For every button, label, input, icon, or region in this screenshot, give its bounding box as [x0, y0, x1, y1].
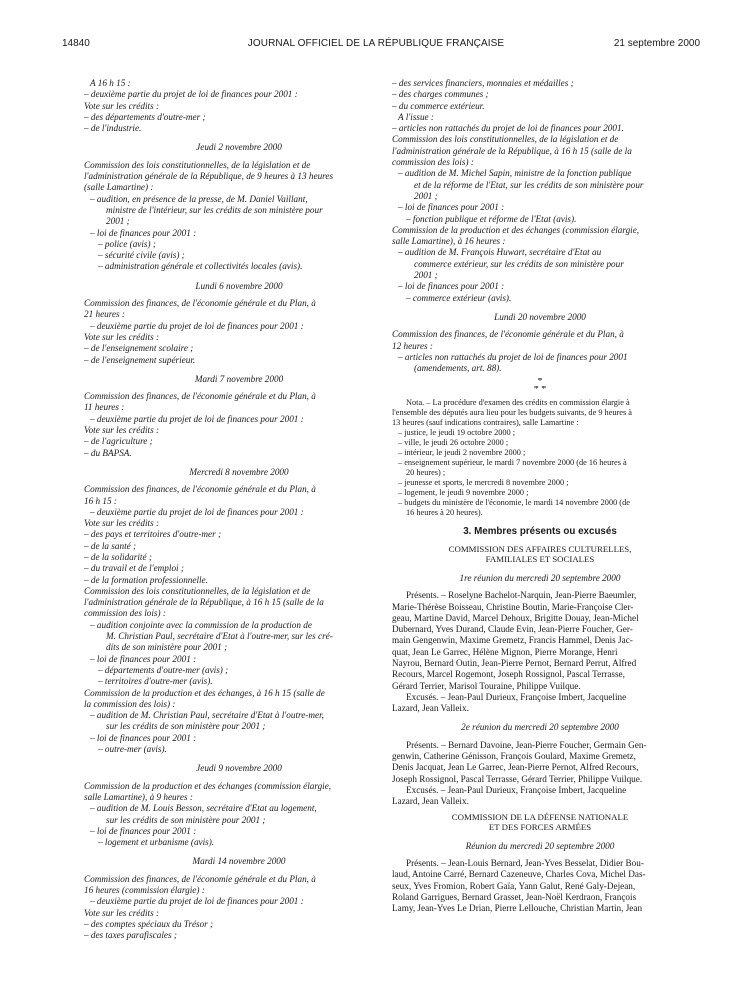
text-line: geau, Martine David, Marcel Dehoux, Brigitte Douay, Jean-Michel	[392, 612, 639, 623]
text-line: – des comptes spéciaux du Trésor ;	[84, 918, 214, 929]
text-line: A 16 h 15 :	[90, 78, 131, 88]
text-line: Réunion du mercredi 20 septembre 2000	[465, 840, 615, 851]
text-line: Lundi 6 novembre 2000	[195, 280, 283, 291]
text-line: COMMISSION DE LA DÉFENSE NATIONALE	[451, 811, 629, 822]
text-line: Commission des finances, de l'économie générale et du Plan, à	[84, 391, 316, 402]
text-line: M. Christian Paul, secrétaire d'Etat à l'outre-mer, sur les cré-	[106, 631, 333, 642]
text-line: – du travail et de l'emploi ;	[84, 563, 184, 574]
text-line: – loi de finances pour 2001 :	[90, 653, 197, 664]
text-line: – articles non rattachés du projet de loi de finances pour 2001	[398, 351, 628, 362]
text-line: – audition, en présence de la presse, de M. Daniel Vaillant,	[90, 193, 308, 204]
text-line: – de l'enseignement scolaire ;	[84, 343, 194, 354]
text-line: – départements d'outre-mer (avis) ;	[98, 664, 229, 675]
text-line: – deuxième partie du projet de loi de finances pour 2001 :	[90, 506, 304, 517]
text-line: – audition conjointe avec la commission de la production de	[90, 619, 312, 630]
text-line: ET DES FORCES ARMÉES	[488, 822, 592, 833]
text-line: Lamy, Jean-Yves Le Drian, Pierre Lellouche, Christian Martin, Jean	[392, 903, 643, 914]
text-line: quat, Jean Le Garrec, Hélène Mignon, Pierre Morange, Henri	[392, 646, 618, 657]
text-line: (amendements, art. 88).	[414, 363, 502, 374]
text-line: – audition de M. Michel Sapin, ministre de la fonction publique	[398, 168, 632, 179]
text-line: 11 heures :	[84, 402, 125, 413]
text-line: commerce extérieur, sur les crédits de son ministère pour	[414, 258, 624, 269]
text-line: * *	[533, 386, 547, 395]
text-line: – enseignement supérieur, le mardi 7 novembre 2000 (de 16 heures à	[398, 458, 627, 468]
text-line: Vote sur les crédits :	[84, 100, 160, 111]
journal-title: JOURNAL OFFICIEL DE LA RÉPUBLIQUE FRANÇAISE	[247, 38, 505, 49]
text-line: Commission des finances, de l'économie générale et du Plan, à	[392, 329, 624, 340]
text-line: – de la solidarité ;	[84, 551, 152, 562]
text-line: Commission de la production et des échanges (commission élargie,	[392, 224, 640, 235]
text-line: Vote sur les crédits :	[84, 331, 160, 342]
text-line: salle Lamartine), à 9 heures :	[84, 791, 193, 802]
text-line: – loi de finances pour 2001 :	[90, 227, 197, 238]
text-line: Nayrou, Bernard Outin, Jean-Pierre Pernot, Bernard Perrut, Alfred	[392, 657, 637, 668]
text-line: Excusés. – Jean-Paul Durieux, Françoise Imbert, Jacqueline	[406, 784, 627, 795]
text-line: 16 heures (commission élargie) :	[84, 885, 205, 895]
text-line: – de l'agriculture ;	[84, 436, 153, 447]
text-line: 2e réunion du mercredi 20 septembre 2000	[461, 722, 619, 733]
text-line: main Gengenwin, Maxime Gremetz, Francis Hammel, Denis Jac-	[392, 635, 633, 646]
text-line: – justice, le jeudi 19 octobre 2000 ;	[398, 428, 516, 438]
text-line: – audition de M. Louis Besson, secrétaire d'Etat au logement,	[90, 803, 317, 814]
text-line: l'administration générale de la République, de 9 heures à 13 heures	[84, 171, 334, 182]
text-line: – des taxes parafiscales ;	[84, 930, 177, 941]
text-line: Denis Jacquat, Jean Le Garrec, Jean-Pierre Pernot, Alfred Recours,	[392, 762, 639, 773]
text-line: Mardi 7 novembre 2000	[194, 373, 284, 384]
text-line: Commission des finances, de l'économie générale et du Plan, à	[84, 298, 316, 309]
text-line: Mardi 14 novembre 2000	[192, 856, 286, 867]
text-line: – deuxième partie du projet de loi de finances pour 2001 :	[90, 320, 304, 331]
issue-date: 21 septembre 2000	[613, 38, 700, 49]
text-line: Commission des lois constitutionnelles, de la législation et de	[84, 159, 311, 170]
text-line: commission des lois) :	[84, 608, 166, 619]
text-line: – intérieur, le jeudi 2 novembre 2000 ;	[398, 448, 526, 458]
text-line: Mercredi 8 novembre 2000	[189, 466, 289, 477]
text-line: Lazard, Jean Valleix.	[392, 703, 469, 714]
text-line: – outre-mer (avis).	[98, 744, 167, 755]
text-line: A l'issue :	[398, 111, 434, 122]
text-line: – jeunesse et sports, le mercredi 8 novembre 2000 ;	[398, 478, 569, 488]
text-line: l'administration générale de la République, à 16 h 15 (salle de la	[392, 145, 632, 156]
text-line: FAMILIALES ET SOCIALES	[485, 554, 595, 565]
text-line: 16 h 15 :	[84, 495, 117, 506]
text-line: 1re réunion du mercredi 20 septembre 2000	[459, 572, 621, 583]
text-line: ministre de l'intérieur, sur les crédits de son ministère pour	[106, 204, 323, 215]
text-line: Jeudi 9 novembre 2000	[196, 763, 282, 774]
text-line: *	[537, 378, 543, 387]
text-line: 21 heures :	[84, 309, 125, 320]
text-line: l'administration générale de la République, à 16 h 15 (salle de la	[84, 597, 324, 608]
text-line: COMMISSION DES AFFAIRES CULTURELLES,	[448, 543, 632, 554]
text-line: – loi de finances pour 2001 :	[398, 202, 505, 213]
text-line: commission des lois) :	[392, 157, 474, 168]
text-line: laud, Antoine Carré, Bernard Cazeneuve, Charles Cova, Michel Das-	[392, 869, 646, 880]
text-line: Dubernard, Yves Durand, Claude Evin, Jean-Pierre Foucher, Ger-	[392, 624, 633, 635]
text-line: – audition de M. François Huwart, secrétaire d'Etat au	[398, 247, 602, 258]
text-line: Marie-Thérèse Boisseau, Christine Boutin, Marie-Françoise Cler-	[392, 601, 634, 612]
right-column	[392, 78, 688, 915]
text-line: – administration générale et collectivités locales (avis).	[98, 261, 303, 272]
text-line: – logement, le jeudi 9 novembre 2000 ;	[398, 488, 529, 498]
text-line: – de l'industrie.	[84, 123, 142, 134]
text-line: – deuxième partie du projet de loi de finances pour 2001 :	[90, 896, 304, 907]
text-line: – du commerce extérieur.	[392, 100, 485, 111]
text-line: Commission des lois constitutionnelles, de la législation et de	[392, 134, 619, 145]
text-line: – deuxième partie du projet de loi de finances pour 2001 :	[90, 413, 304, 424]
text-line: – loi de finances pour 2001 :	[90, 732, 197, 743]
text-line: 2001 ;	[414, 190, 438, 201]
text-line: Commission des finances, de l'économie générale et du Plan, à	[84, 484, 316, 495]
text-line: 13 heures (sauf indications contraires), salle Lamartine :	[392, 418, 579, 428]
text-line: – deuxième partie du projet de loi de finances pour 2001 :	[84, 89, 298, 100]
text-line: sur les crédits de son ministère pour 2001 ;	[106, 721, 266, 732]
text-line: Joseph Rossignol, Pascal Terrasse, Gérard Terrier, Philippe Vuilque.	[392, 773, 643, 784]
text-line: – des départements d'outre-mer ;	[84, 111, 206, 122]
text-line: – des pays et territoires d'outre-mer ;	[84, 529, 222, 540]
text-line: – police (avis) ;	[98, 238, 156, 249]
text-line: Commission des lois constitutionnelles, de la législation et de	[84, 585, 311, 596]
text-line: – budgets du ministère de l'économie, le mardi 14 novembre 2000 (de	[398, 498, 630, 508]
text-line: la commission des lois) :	[84, 698, 176, 709]
text-line: (salle Lamartine) :	[84, 182, 154, 193]
text-line: 12 heures :	[392, 340, 433, 351]
text-line: Recours, Marcel Rogemont, Joseph Rossignol, Pascal Terrasse,	[392, 669, 625, 680]
text-line: – commerce extérieur (avis).	[406, 292, 512, 303]
text-line: 20 heures) ;	[406, 468, 446, 478]
text-line: 3. Membres présents ou excusés	[463, 526, 617, 538]
text-line: 16 heures à 20 heures).	[406, 508, 483, 518]
text-line: Nota. – La procédure d'examen des crédits en commission élargie à	[406, 398, 630, 408]
text-line: Présents. – Jean-Louis Bernard, Jean-Yves Besselat, Didier Bou-	[406, 858, 644, 869]
text-line: – du BAPSA.	[84, 447, 132, 458]
text-line: sur les crédits de son ministère pour 2001 ;	[106, 814, 266, 825]
text-line: l'ensemble des députés aura lieu pour les budgets suivants, de 9 heures à	[392, 408, 632, 418]
text-line: – sécurité civile (avis) ;	[98, 250, 185, 261]
left-column	[84, 78, 394, 941]
text-line: Vote sur les crédits :	[84, 425, 160, 436]
text-line: – territoires d'outre-mer (avis).	[98, 676, 213, 687]
text-line: – loi de finances pour 2001 :	[398, 281, 505, 292]
text-line: Excusés. – Jean-Paul Durieux, Françoise Imbert, Jacqueline	[406, 691, 627, 702]
text-line: – logement et urbanisme (avis).	[98, 837, 215, 848]
text-line: – loi de finances pour 2001 :	[90, 825, 197, 836]
text-line: Présents. – Bernard Davoine, Jean-Pierre Foucher, Germain Gen-	[406, 739, 647, 750]
text-line: – de l'enseignement supérieur.	[84, 354, 196, 365]
text-line: – ville, le jeudi 26 octobre 2000 ;	[398, 438, 509, 448]
text-line: Commission de la production et des échanges, à 16 h 15 (salle de	[84, 687, 325, 698]
text-line: Jeudi 2 novembre 2000	[196, 142, 282, 153]
text-line: Roland Garrigues, Bernard Grasset, Jean-Noël Kerdraon, François	[392, 891, 637, 902]
page-number: 14840	[62, 38, 90, 49]
text-line: Vote sur les crédits :	[84, 907, 160, 918]
text-line: Lazard, Jean Valleix.	[392, 796, 469, 807]
text-line: 2001 ;	[414, 270, 438, 281]
text-line: Commission de la production et des échanges (commission élargie,	[84, 780, 332, 791]
text-line: – de la santé ;	[84, 540, 137, 551]
text-line: dits de son ministère pour 2001 ;	[106, 642, 228, 653]
text-line: Vote sur les crédits :	[84, 518, 160, 529]
text-line: Commission des finances, de l'économie générale et du Plan, à	[84, 873, 316, 884]
text-line: salle Lamartine), à 16 heures :	[392, 236, 506, 247]
text-line: et de la réforme de l'Etat, sur les crédits de son ministère pour	[414, 179, 644, 190]
text-line: Gérard Terrier, Marisol Touraine, Philippe Vuilque.	[392, 680, 581, 691]
text-line: seux, Yves Fromion, Robert Gaïa, Yann Galut, René Galy-Dejean,	[392, 880, 636, 891]
text-line: – des services financiers, monnaies et médailles ;	[392, 78, 574, 88]
text-line: genwin, Catherine Génisson, François Goulard, Maxime Gremetz,	[392, 751, 636, 762]
text-line: 2001 ;	[106, 216, 130, 227]
text-line: – des charges communes ;	[392, 89, 489, 100]
text-line: – fonction publique et réforme de l'Etat (avis).	[406, 213, 577, 224]
text-line: – de la formation professionnelle.	[84, 574, 208, 585]
text-line: Lundi 20 novembre 2000	[494, 311, 586, 322]
text-line: – audition de M. Christian Paul, secrétaire d'Etat à l'outre-mer,	[90, 710, 324, 721]
text-line: Présents. – Roselyne Bachelot-Narquin, Jean-Pierre Baeumler,	[406, 590, 637, 601]
text-line: – articles non rattachés du projet de loi de finances pour 2001.	[392, 123, 624, 134]
